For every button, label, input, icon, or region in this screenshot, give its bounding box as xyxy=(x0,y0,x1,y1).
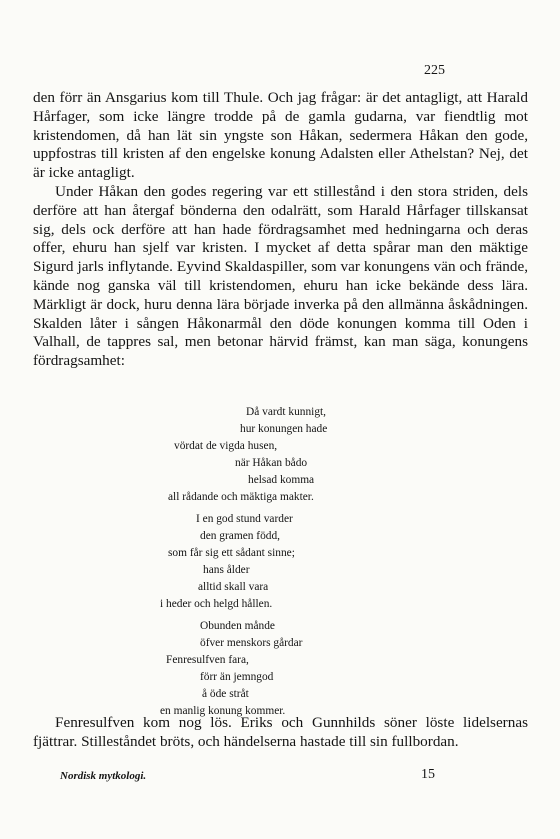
poem-line: Då vardt kunnigt, xyxy=(246,406,327,418)
page-number: 225 xyxy=(424,63,445,78)
poem-line: en manlig konung kommer. xyxy=(160,705,286,717)
poem-line: förr än jemngod xyxy=(200,671,274,683)
paragraph: Fenresulfven kom nog lös. Eriks och Gunnhilds söner löste lidelsernas fjättrar. Stilleståndet bröts, och händelserna hastade till sin fullbordan. xyxy=(33,714,528,750)
footer-title: Nordisk mytkologi. xyxy=(60,770,147,782)
poem-line: i heder och helgd hållen. xyxy=(160,598,273,610)
poem-line: helsad komma xyxy=(248,474,315,486)
poem-line: öfver menskors gårdar xyxy=(200,637,303,649)
poem-line: å öde stråt xyxy=(202,688,249,700)
signature-mark: 15 xyxy=(421,767,435,782)
body-text xyxy=(33,89,528,371)
poem-line: hur konungen hade xyxy=(240,423,328,435)
poem-line: vördat de vigda husen, xyxy=(174,440,278,452)
poem-line: när Håkan bådo xyxy=(235,457,308,469)
poem-line: alltid skall vara xyxy=(198,581,269,593)
poem-line: all rådande och mäktiga makter. xyxy=(168,491,314,503)
poem xyxy=(160,404,400,725)
poem-line: hans ålder xyxy=(203,564,250,576)
paragraph: den förr än Ansgarius kom till Thule. Och jag frågar: är det antagligt, att Harald Hårfager, som icke längre trodde på de gamla gudarna, var fiendtlig mot kristendomen, då han lät sin yngste son Håkan, sedermera Håkan den gode, uppfostras till kristen af den engelske konung Adalsten eller Athelstan? Nej, det är icke antagligt. xyxy=(33,89,528,182)
poem-line: I en god stund varder xyxy=(196,513,293,525)
paragraph: Under Håkan den godes regering var ett stillestånd i den stora striden, dels derföre att han återgaf bönderna den odalrätt, som Harald Hårfager tillskansat sig, dels ock derföre att han hade fördragsamhet med hedningarna och deras offer, ehuru han sjelf var kristen. I mycket af detta spårar man den mäktige Sigurd jarls inflytande. Eyvind Skaldaspiller, som var konungens vän och frände, kände nog ganska väl till kristendomen, ehuru han icke bekände dess lära. Märkligt är dock, huru denna lära började inverka på den allmänna åskådningen. Skalden låter i sången Håkonarmål den döde konungen komma till Oden i Valhall, de tappres sal, men betonar härvid främst, kan man säga, konungens fördragsamhet: xyxy=(33,182,528,370)
poem-line: Fenresulfven fara, xyxy=(166,654,249,666)
poem-stanza xyxy=(160,618,400,720)
poem-line: den gramen född, xyxy=(200,530,281,542)
poem-line: som får sig ett sådant sinne; xyxy=(168,547,295,559)
poem-stanza xyxy=(160,404,400,506)
poem-stanza xyxy=(160,511,400,613)
closing-text xyxy=(33,714,528,751)
poem-line: Obunden månde xyxy=(200,620,275,632)
